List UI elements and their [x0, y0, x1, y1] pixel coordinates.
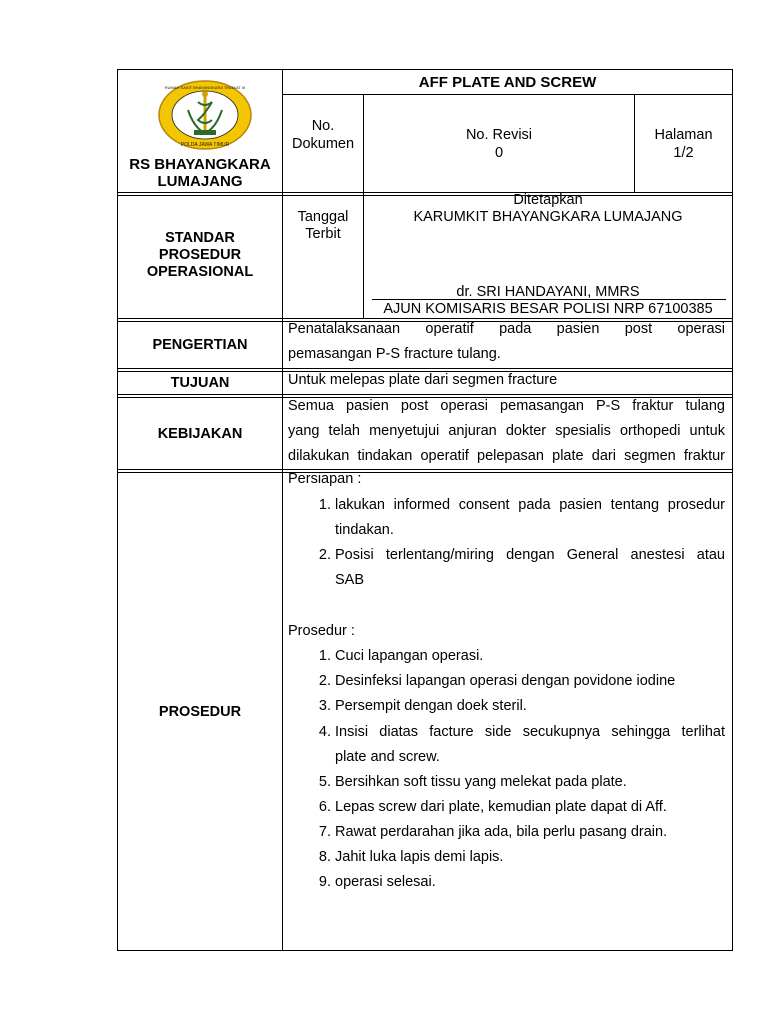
- prosedur-label: PROSEDUR: [158, 703, 242, 720]
- doc-number-label: [283, 117, 363, 153]
- prosedur-heading: Prosedur :: [288, 623, 355, 639]
- tujuan-text: Untuk melepas plate dari segmen fracture: [288, 372, 558, 388]
- persiapan-item-2-line2: SAB: [335, 572, 365, 588]
- step-5-text: Bersihkan soft tissu yang melekat pada plate.: [335, 774, 627, 790]
- kebijakan-label: KEBIJAKAN: [157, 425, 243, 442]
- issue-date-label-line1: Tanggal: [297, 209, 349, 225]
- persiapan-item-1-line2: tindakan.: [335, 522, 394, 538]
- doc-number-label-line1: No.: [311, 118, 335, 134]
- persiapan-heading: Persiapan :: [288, 471, 362, 487]
- hospital-name-line2: LUMAJANG: [157, 173, 243, 190]
- step-3-text: Persempit dengan doek steril.: [335, 698, 527, 714]
- doc-number-label-line2: Dokumen: [291, 136, 355, 152]
- sop-label-line3: OPERASIONAL: [146, 264, 254, 280]
- issue-date-label: [283, 209, 363, 243]
- document-title: AFF PLATE AND SCREW: [418, 73, 597, 91]
- set-by: Ditetapkan: [513, 192, 583, 208]
- step-6-number: 6.: [318, 799, 331, 815]
- authority: KARUMKIT BHAYANGKARA LUMAJANG: [413, 209, 683, 225]
- step-9-number: 9.: [318, 874, 331, 890]
- revision-label: No. Revisi: [465, 127, 533, 143]
- step-1-text: Cuci lapangan operasi.: [335, 648, 484, 664]
- persiapan-item-2-line1: Posisi terlentang/miring dengan General anestesi atau: [335, 547, 725, 563]
- step-4-line1: Insisi diatas facture side secukupnya sehingga terlihat: [335, 724, 725, 740]
- hospital-name: [118, 156, 282, 190]
- hospital-logo: [158, 80, 252, 150]
- step-1-number: 1.: [318, 648, 331, 664]
- step-2-number: 2.: [318, 673, 331, 689]
- persiapan-item-1: [311, 493, 725, 543]
- persiapan-item-2-number: 2.: [318, 547, 331, 563]
- step-7-text: Rawat perdarahan jika ada, bila perlu pasang drain.: [335, 824, 668, 840]
- issue-date-label-line2: Terbit: [305, 226, 341, 242]
- step-4-line2: plate and screw.: [335, 749, 440, 765]
- step-6-text: Lepas screw dari plate, kemudian plate dapat di Aff.: [335, 799, 667, 815]
- pengertian-line1: Penatalaksanaan operatif pada pasien post operasi: [288, 321, 725, 337]
- tujuan-label: TUJUAN: [170, 375, 230, 391]
- page-label: Halaman: [654, 127, 713, 143]
- page-info: [635, 126, 732, 162]
- step-3-number: 3.: [318, 698, 331, 714]
- revision: [364, 126, 634, 162]
- sop-label-line1: STANDAR: [165, 230, 235, 246]
- signer-name: dr. SRI HANDAYANI, MMRS: [456, 284, 640, 300]
- persiapan-item-1-line1: lakukan informed consent pada pasien tentang prosedur: [335, 497, 725, 513]
- svg-text:POLDA JAWA TIMUR: POLDA JAWA TIMUR: [180, 142, 230, 148]
- kebijakan-line2: yang telah menyetujui anjuran dokter spesialis orthopedi untuk: [288, 423, 725, 439]
- persiapan-item-2: [311, 543, 725, 593]
- svg-text:RUMAH SAKIT BHAYANGKARA TINGKA: RUMAH SAKIT BHAYANGKARA TINGKAT III: [164, 85, 246, 90]
- revision-value: 0: [494, 145, 504, 161]
- step-8-number: 8.: [318, 849, 331, 865]
- step-8-text: Jahit luka lapis demi lapis.: [335, 849, 504, 865]
- pengertian-label: PENGERTIAN: [152, 337, 248, 353]
- kebijakan-line3: dilakukan tindakan operatif pelepasan plate dari segmen fraktur: [288, 448, 725, 464]
- step-4-number: 4.: [318, 724, 331, 740]
- page-value: 1/2: [673, 145, 694, 161]
- pengertian-line2: pemasangan P-S fracture tulang.: [288, 346, 501, 362]
- sop-label-line2: PROSEDUR: [158, 247, 242, 263]
- hospital-name-line1: RS BHAYANGKARA: [129, 156, 271, 173]
- persiapan-item-1-number: 1.: [318, 497, 331, 513]
- step-5-number: 5.: [318, 774, 331, 790]
- signer-rank: AJUN KOMISARIS BESAR POLISI NRP 67100385: [383, 301, 713, 317]
- step-9-text: operasi selesai.: [335, 874, 436, 890]
- sop-label: [118, 230, 282, 281]
- step-2-text: Desinfeksi lapangan operasi dengan povidone iodine: [335, 673, 676, 689]
- step-7-number: 7.: [318, 824, 331, 840]
- kebijakan-line1: Semua pasien post operasi pemasangan P-S fraktur tulang: [288, 398, 725, 414]
- step-4: [311, 720, 725, 770]
